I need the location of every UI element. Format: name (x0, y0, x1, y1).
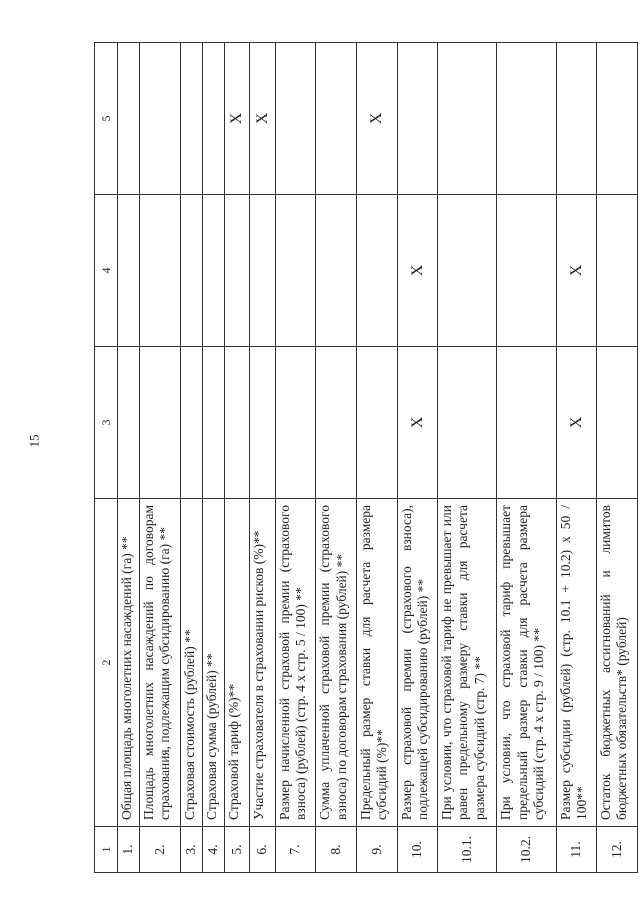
row-description: Предельный размер ставки для расчета размера субсидий (%)** (356, 499, 397, 827)
table-row (275, 43, 316, 873)
row-number: 12. (597, 827, 638, 873)
row-description: Площадь многолетних насаждений по договорам страхования, подлежащим субсидированию (га) ** (140, 499, 181, 827)
row-number: 2. (140, 827, 181, 873)
cell-col5: X (250, 43, 275, 195)
cell-col3 (140, 347, 181, 499)
cell-col5 (497, 43, 556, 195)
table-row (316, 43, 357, 873)
cell-col4 (356, 195, 397, 347)
cell-col3 (356, 347, 397, 499)
table-row (438, 43, 497, 873)
table-row (597, 43, 638, 873)
row-description: Остаток бюджетных ассигнований и лимитов бюджетных обязательств* (рублей) (597, 499, 638, 827)
cell-col4 (316, 195, 357, 347)
row-number: 5. (224, 827, 249, 873)
table-container (94, 43, 638, 873)
row-number: 1. (118, 827, 140, 873)
cell-col4 (180, 195, 202, 347)
column-header: 5 (95, 43, 118, 195)
column-header: 3 (95, 347, 118, 499)
row-description: Страховой тариф (%)** (224, 499, 249, 827)
row-number: 11. (556, 827, 597, 873)
table-row (202, 43, 224, 873)
row-description: Размер субсидии (рублей) (стр. 10.1 + 10.2) х 50 / 100** (556, 499, 597, 827)
cell-col3 (497, 347, 556, 499)
row-number: 7. (275, 827, 316, 873)
cell-col3 (180, 347, 202, 499)
row-number: 10.1. (438, 827, 497, 873)
row-description: Страховая сумма (рублей) ** (202, 499, 224, 827)
column-header: 2 (95, 499, 118, 827)
cell-col4: X (397, 195, 438, 347)
row-description: При условии, что страховой тариф не превышает или равен предельному размеру ставки для расчета размера субсидий (стр. 7) ** (438, 499, 497, 827)
table-row (140, 43, 181, 873)
table-row (397, 43, 438, 873)
row-description: Сумма уплаченной страховой премии (страхового взноса) по договорам страхования (рублей) ** (316, 499, 357, 827)
row-number: 4. (202, 827, 224, 873)
cell-col4 (438, 195, 497, 347)
cell-col4 (275, 195, 316, 347)
table-row (224, 43, 249, 873)
cell-col3 (438, 347, 497, 499)
cell-col5 (202, 43, 224, 195)
cell-col3 (224, 347, 249, 499)
row-description: Страховая стоимость (рублей) ** (180, 499, 202, 827)
row-number: 9. (356, 827, 397, 873)
cell-col4 (597, 195, 638, 347)
row-number: 10.2. (497, 827, 556, 873)
row-number: 10. (397, 827, 438, 873)
table-row (250, 43, 275, 873)
subsidy-calculation-table (94, 42, 638, 873)
cell-col4: X (556, 195, 597, 347)
cell-col4 (250, 195, 275, 347)
cell-col4 (140, 195, 181, 347)
cell-col3 (118, 347, 140, 499)
table-row (180, 43, 202, 873)
cell-col4 (118, 195, 140, 347)
cell-col5 (140, 43, 181, 195)
row-description: При условии, что страховой тариф превышает предельный размер ставки для расчета размера субсидий (стр. 4 х стр. 9 / 100) ** (497, 499, 556, 827)
row-description: Размер страховой премии (страхового взноса), подлежащей субсидированию (рублей) ** (397, 499, 438, 827)
table-row (118, 43, 140, 873)
row-number: 8. (316, 827, 357, 873)
cell-col5 (275, 43, 316, 195)
row-description: Общая площадь многолетних насаждений (га) ** (118, 499, 140, 827)
cell-col5: X (356, 43, 397, 195)
cell-col4 (224, 195, 249, 347)
column-header: 4 (95, 195, 118, 347)
cell-col3 (275, 347, 316, 499)
row-description: Участие страхователя в страховании рисков (%)** (250, 499, 275, 827)
cell-col5: X (224, 43, 249, 195)
cell-col3: X (556, 347, 597, 499)
cell-col5 (438, 43, 497, 195)
cell-col5 (118, 43, 140, 195)
cell-col3: X (397, 347, 438, 499)
table-row (497, 43, 556, 873)
row-number: 6. (250, 827, 275, 873)
row-number: 3. (180, 827, 202, 873)
cell-col5 (316, 43, 357, 195)
cell-col4 (202, 195, 224, 347)
cell-col5 (180, 43, 202, 195)
row-description: Размер начисленной страховой премии (страхового взноса) (рублей) (стр. 4 х стр. 5 / 100) ** (275, 499, 316, 827)
cell-col3 (202, 347, 224, 499)
table-row (356, 43, 397, 873)
cell-col5 (597, 43, 638, 195)
cell-col4 (497, 195, 556, 347)
cell-col5 (397, 43, 438, 195)
table-header-row (95, 43, 118, 873)
column-header: 1 (95, 827, 118, 873)
cell-col3 (250, 347, 275, 499)
cell-col3 (597, 347, 638, 499)
cell-col3 (316, 347, 357, 499)
table-row (556, 43, 597, 873)
page-number: 15 (26, 434, 42, 448)
cell-col5 (556, 43, 597, 195)
